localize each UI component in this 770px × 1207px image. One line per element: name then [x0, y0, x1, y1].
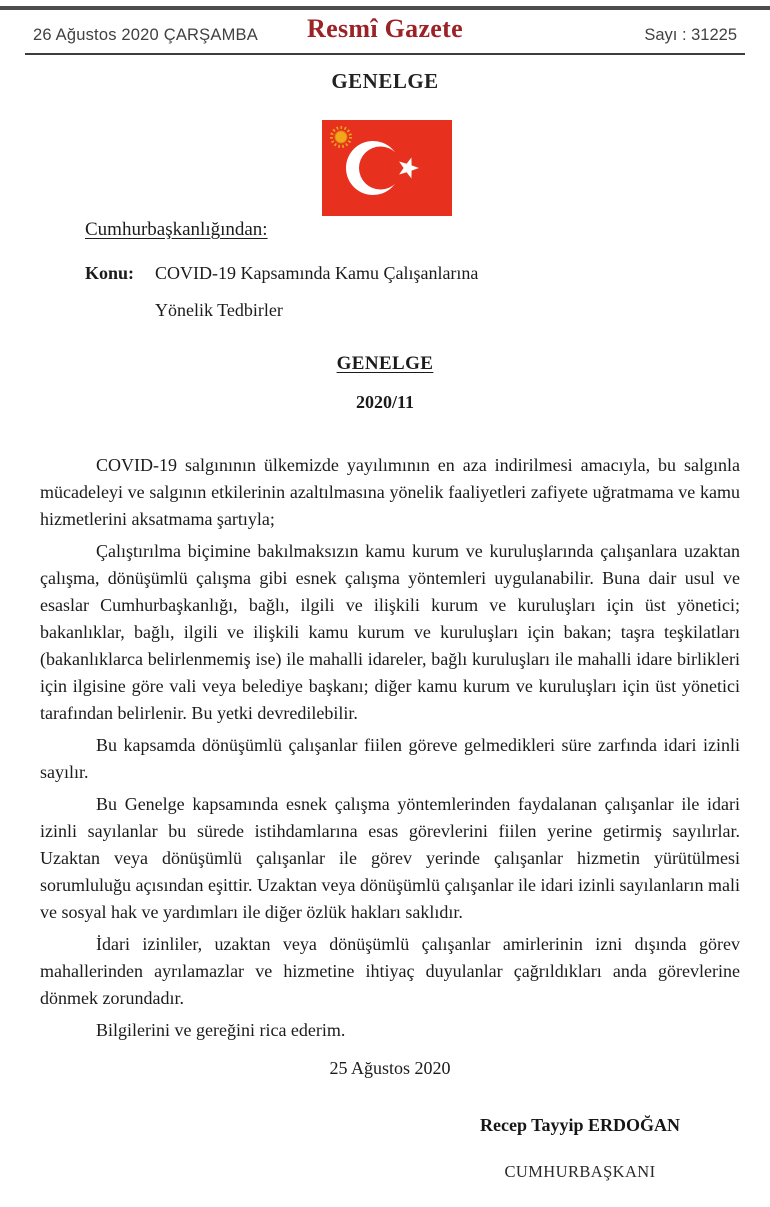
closing-line: Bilgilerini ve gereğini rica ederim. — [96, 1020, 346, 1040]
subject-line-1: COVID-19 Kapsamında Kamu Çalışanlarına — [155, 263, 479, 283]
subject-label: Konu: — [85, 263, 135, 283]
subject-text — [155, 255, 478, 329]
body-paragraph: Bu kapsamda dönüşümlü çalışanlar fiilen göreve gelmedikleri süre zarfında idari izinli sayılır. — [40, 735, 740, 782]
signatory-name: Recep Tayyip ERDOĞAN — [479, 1115, 681, 1135]
masthead-issue-number: Sayı : 31225 — [644, 26, 737, 44]
circular-heading: GENELGE — [336, 353, 434, 374]
body-paragraph: COVID-19 salgınının ülkemizde yayılımının en aza indirilmesi amacıyla, bu salgınla mücadeleyi ve salgının etkilerinin azaltılmasına yönelik faaliyetleri zafiyete uğratmama ve kamu hizmetlerini aksatmama şartıyla; — [40, 455, 740, 529]
masthead-title: Resmî Gazete — [307, 14, 463, 43]
document-date: 25 Ağustos 2020 — [329, 1058, 451, 1078]
masthead-divider — [25, 53, 745, 55]
page-top-border — [0, 6, 770, 10]
circular-number: 2020/11 — [355, 392, 414, 412]
issuer-line: Cumhurbaşkanlığından: — [85, 219, 268, 240]
signature-block — [440, 1115, 720, 1182]
signatory-title: CUMHURBAŞKANI — [504, 1162, 656, 1181]
body-paragraph: Bu Genelge kapsamında esnek çalışma yöntemlerinden faydalanan çalışanlar ile idari izinli sayılanlar bu sürede istihdamlarına esas görevlerini fiilen yerine getirmiş sayılırlar. Uzaktan veya dönüşümlü çalışanlar ile görev yerinde çalışanlar hizmetin yürütülmesi sorumluluğu açısından eşittir. Uzaktan veya dönüşümlü çalışanlar ile idari izinli sayılanların mali ve sosyal hak ve yardımları ile diğer özlük hakları saklıdır. — [40, 794, 740, 922]
subject-line-2: Yönelik Tedbirler — [155, 300, 283, 320]
body-paragraph: Çalıştırılma biçimine bakılmaksızın kamu kurum ve kuruluşlarında çalışanlara uzaktan çalışma, dönüşümlü çalışma gibi esnek çalışma yöntemleri uygulanabilir. Buna dair usul ve esaslar Cumhurbaşkanlığı, bağlı, ilgili ve ilişkili kurum ve kuruluşları için üst yönetici; bakanlıklar, bağlı, ilgili ve ilişkili kamu kurum ve kuruluşları için bakan; taşra teşkilatları (bakanlıklarca belirlenmemiş ise) ile mahalli idareler, bağlı kuruluşları ile mahalli idare birlikleri için ilgisine göre vali veya belediye başkanı; diğer kamu kurum ve kuruluşları için üst yönetici tarafından belirlenir. Bu yetki devredilebilir. — [40, 541, 740, 723]
document-body — [40, 452, 740, 1182]
body-paragraph: İdari izinliler, uzaktan veya dönüşümlü çalışanlar amirlerinin izni dışında görev mahallerinden ayrılamazlar ve hizmetine ihtiyaç duyulanlar çağrıldıkları anda görevlerine dönmek zorundadır. — [40, 934, 740, 1008]
turkish-flag-svg — [322, 120, 452, 216]
masthead-date: 26 Ağustos 2020 ÇARŞAMBA — [33, 26, 258, 44]
subject-row — [85, 255, 645, 329]
turkish-flag-icon — [322, 120, 452, 216]
section-heading-genelge: GENELGE — [331, 69, 439, 93]
